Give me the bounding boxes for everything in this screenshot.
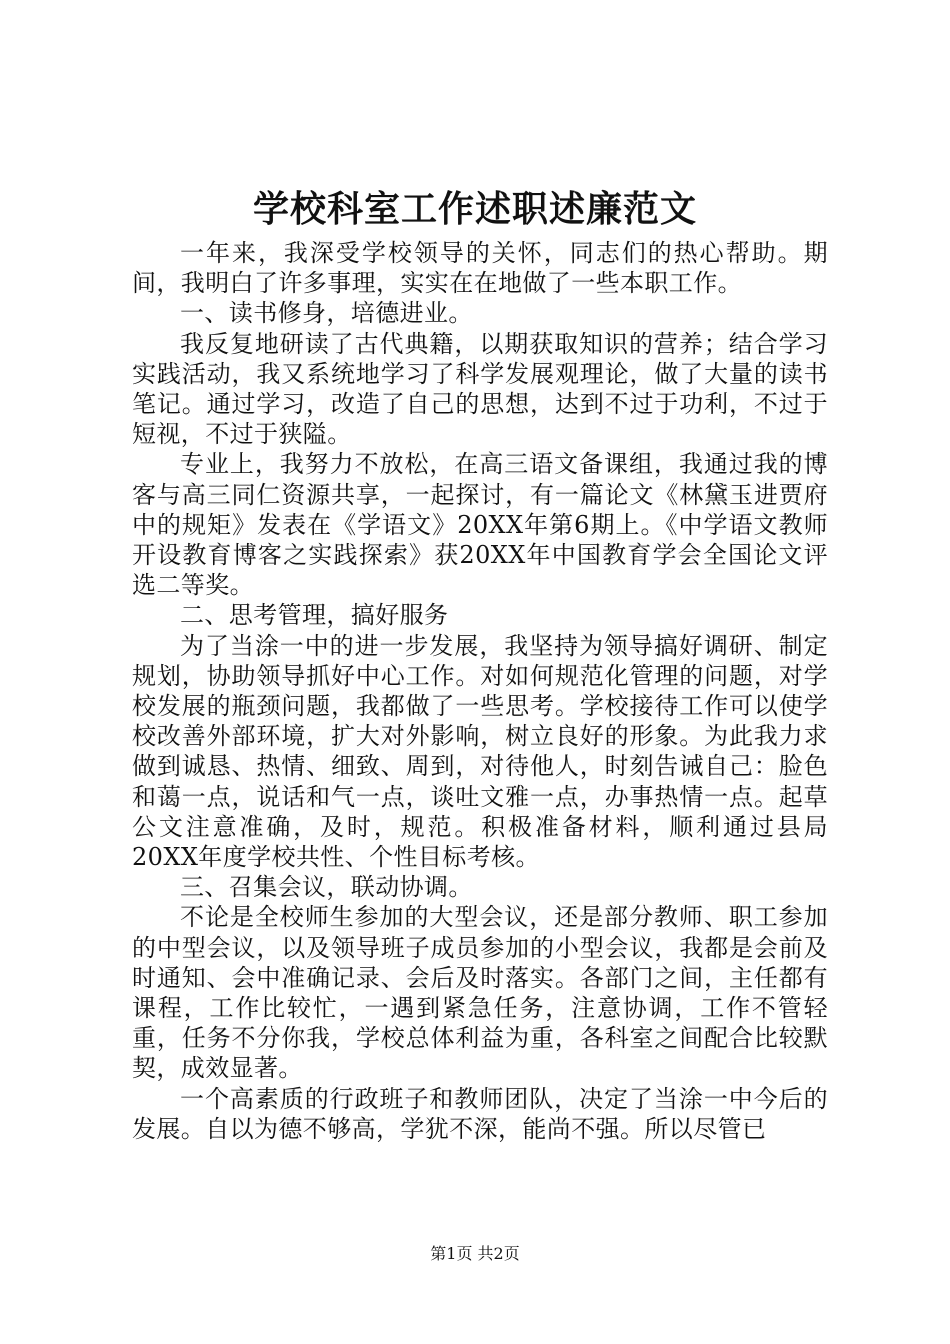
section-heading-2: 二、思考管理，搞好服务 bbox=[180, 601, 449, 630]
paragraph-management: 为了当涂一中的进一步发展，我坚持为领导搞好调研、制定规划，协助领导抓好中心工作。对如何规范化管理的问题，对学校发展的瓶颈问题，我都做了一些思考。学校接待工作可以使学校改善外部环境，扩大对外影响，树立良好的形象。为此我力求做到诚恳、热情、细致、周到，对待他人，时刻告诫自己：脸色和蔼一点，说话和气一点，谈吐文雅一点，办事热情一点。起草公文注意准确，及时，规范。积极准备材料，顺利通过县局20XX年度学校共性、个性目标考核。 bbox=[132, 631, 828, 872]
paragraph-intro: 一年来，我深受学校领导的关怀，同志们的热心帮助。期间，我明白了许多事理，实实在在地做了一些本职工作。 bbox=[132, 239, 828, 298]
paragraph-professional: 专业上，我努力不放松，在高三语文备课组，我通过我的博客与高三同仁资源共享，一起探讨，有一篇论文《林黛玉进贾府中的规矩》发表在《学语文》20XX年第6期上。《中学语文教师开设教育博客之实践探索》获20XX年中国教育学会全国论文评选二等奖。 bbox=[132, 450, 828, 600]
page-number-footer: 第1页 共2页 bbox=[430, 1244, 520, 1263]
paragraph-team: 一个高素质的行政班子和教师团队，决定了当涂一中今后的发展。自以为德不够高，学犹不深，能尚不强。所以尽管已 bbox=[132, 1084, 828, 1143]
section-heading-3: 三、召集会议，联动协调。 bbox=[180, 873, 473, 902]
paragraph-study: 我反复地研读了古代典籍，以期获取知识的营养；结合学习实践活动，我又系统地学习了科学发展观理论，做了大量的读书笔记。通过学习，改造了自己的思想，达到不过于功利，不过于短视，不过于狭隘。 bbox=[132, 329, 828, 449]
paragraph-meetings: 不论是全校师生参加的大型会议，还是部分教师、职工参加的中型会议，以及领导班子成员参加的小型会议，我都是会前及时通知、会中准确记录、会后及时落实。各部门之间，主任都有课程，工作比较忙，一遇到紧急任务，注意协调，工作不管轻重，任务不分你我，学校总体利益为重，各科室之间配合比较默契，成效显著。 bbox=[132, 903, 828, 1083]
document-title: 学校科室工作述职述廉范文 bbox=[252, 188, 697, 230]
section-heading-1: 一、读书修身，培德进业。 bbox=[180, 299, 473, 328]
document-body bbox=[132, 238, 828, 1144]
